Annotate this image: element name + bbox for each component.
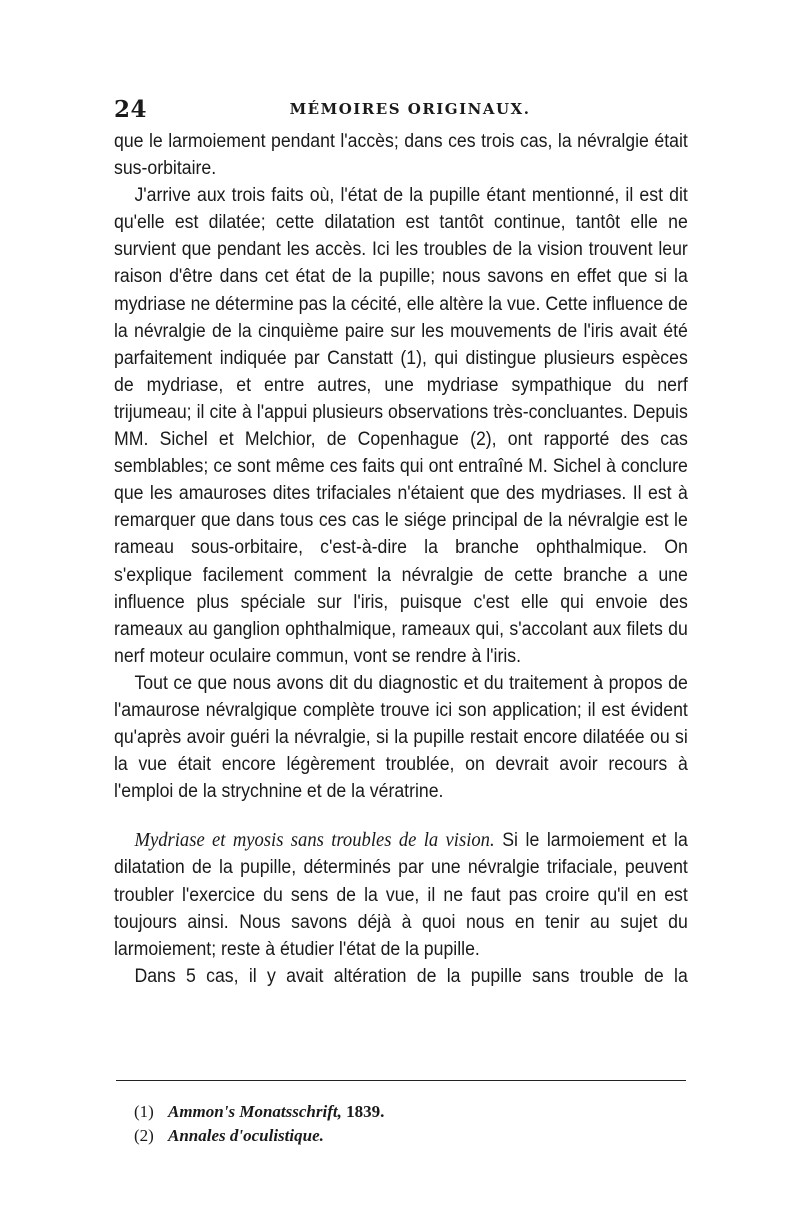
footnote-rule bbox=[116, 1080, 686, 1081]
footnote-1 bbox=[134, 1100, 384, 1124]
section-text: Si le larmoiement et la dilatation de la pupille, déterminés par une névralgie trifaciale, peuvent troubler l'exercice du sens de la vue, il ne faut pas croire qu'il en est toujours ainsi. Nous savons déjà à quoi nous en tenir au sujet du larmoiement; reste à étudier l'état de la pupille. bbox=[114, 830, 688, 960]
page-number: 24 bbox=[114, 96, 148, 123]
section-heading: Mydriase et myosis sans troubles de la vision. bbox=[134, 829, 495, 852]
running-title: MÉMOIRES ORIGINAUX. bbox=[289, 100, 531, 118]
paragraph-section-mydriase-myosis bbox=[114, 827, 688, 962]
body-text bbox=[114, 128, 688, 990]
paragraph-continuation: que le larmoiement pendant l'accès; dans ces trois cas, la névralgie était sus-orbitaire. bbox=[114, 131, 688, 180]
footnote-title: Ammon's Monatsschrift, bbox=[168, 1102, 342, 1121]
footnotes bbox=[134, 1100, 384, 1148]
page-header bbox=[114, 96, 688, 122]
footnote-mark: (2) bbox=[134, 1126, 154, 1145]
footnote-mark: (1) bbox=[134, 1102, 154, 1121]
paragraph-five-cases: Dans 5 cas, il y avait altération de la pupille sans trouble de la bbox=[134, 965, 688, 987]
paragraph-diagnostic-treatment: Tout ce que nous avons dit du diagnostic et du traitement à propos de l'amaurose névralgique complète trouve ici son application; il est évident qu'après avoir guéri la névralgie, si la pupille restait encore dilatéée ou si la vue était encore légèrement troublée, on devrait avoir recours à l'emploi de la strychnine et de la vératrine. bbox=[114, 672, 688, 803]
footnote-2 bbox=[134, 1124, 384, 1148]
footnote-title: Annales d'oculistique. bbox=[168, 1126, 324, 1145]
footnote-year: 1839. bbox=[346, 1102, 385, 1121]
paragraph-mydriase-causes: J'arrive aux trois faits où, l'état de la pupille étant mentionné, il est dit qu'elle est dilatée; cette dilatation est tantôt continue, tantôt elle ne survient que pendant les accès. Ici les troubles de la vision trouvent leur raison d'être dans cet état de la pupille; nous savons en effet que si la mydriase ne détermine pas la cécité, elle altère la vue. Cette influence de la névralgie de la cinquième paire sur les mouvements de l'iris avait été parfaitement indiquée par Canstatt (1), qui distingue plusieurs espèces de mydriase, et entre autres, une mydriase sympathique du nerf trijumeau; il cite à l'appui plusieurs observations très-concluantes. Depuis MM. Sichel et Melchior, de Copenhague (2), ont rapporté des cas semblables; ce sont même ces faits qui ont entraîné M. Sichel à conclure que les amauroses dites trifaciales n'étaient que des mydriases. Il est à remarquer que dans tous ces cas le siége principal de la névralgie est le rameau sous-orbitaire, c'est-à-dire la branche ophthalmique. On s'explique facilement comment la névralgie de cette branche a une influence plus spéciale sur l'iris, puisque c'est elle qui envoie des rameaux au ganglion ophthalmique, rameaux qui, s'accolant aux filets du nerf moteur oculaire commun, vont se rendre à l'iris. bbox=[114, 185, 688, 667]
